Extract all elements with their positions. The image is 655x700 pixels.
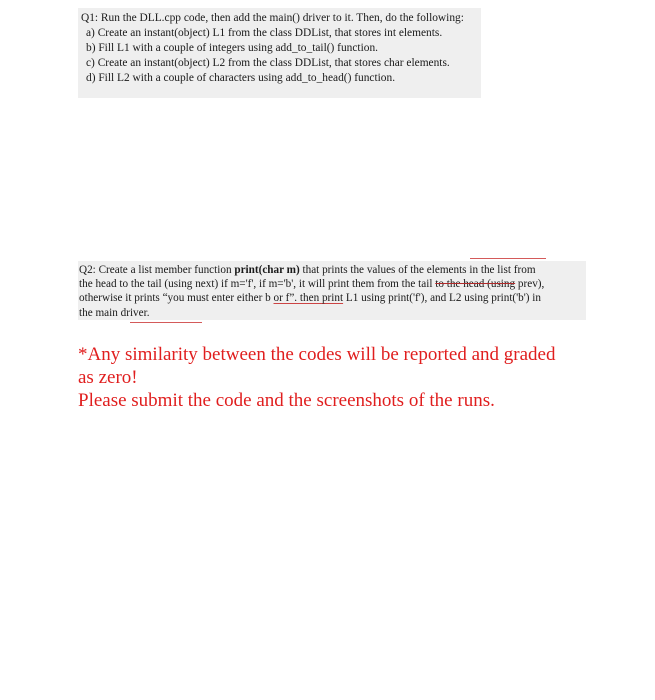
question-1-item-d: d) Fill L2 with a couple of characters using add_to_head() function. <box>86 72 396 84</box>
question-2-box <box>78 261 586 320</box>
annotation-underline-bottom <box>130 322 202 323</box>
question-1-title: Q1: Run the DLL.cpp code, then add the main() driver to it. Then, do the following: <box>81 12 464 24</box>
warning-notice <box>78 343 618 412</box>
question-1-item-c: c) Create an instant(object) L2 from the class DDList, that stores char elements. <box>86 57 450 69</box>
question-1-list <box>81 26 481 86</box>
question-2-line-4: the main driver. <box>79 306 150 319</box>
warning-line-2: as zero! <box>78 367 138 388</box>
function-signature: print(char m) <box>234 264 300 276</box>
question-2-line-3: otherwise it prints “you must enter either b or f”. then print L1 using print('f'), and L2 using print('b') in <box>79 292 542 305</box>
question-2-line-1: Q2: Create a list member function print(char m) that prints the values of the elements in the list from <box>79 264 536 276</box>
question-1-item-a: a) Create an instant(object) L1 from the class DDList, that stores int elements. <box>86 27 443 39</box>
question-1-box <box>78 8 481 98</box>
submission-instruction: Please submit the code and the screenshots of the runs. <box>78 390 495 411</box>
strikethrough-text: to the head (using <box>435 278 516 291</box>
question-1-item-b: b) Fill L1 with a couple of integers using add_to_tail() function. <box>86 42 378 54</box>
warning-line-1: *Any similarity between the codes will be reported and graded <box>78 344 556 365</box>
underlined-text: or f”. then print <box>273 292 344 305</box>
annotation-underline-top <box>470 258 546 259</box>
question-2-line-2: the head to the tail (using next) if m='f', if m='b', it will print them from the tail to the head (using prev), <box>79 278 545 291</box>
